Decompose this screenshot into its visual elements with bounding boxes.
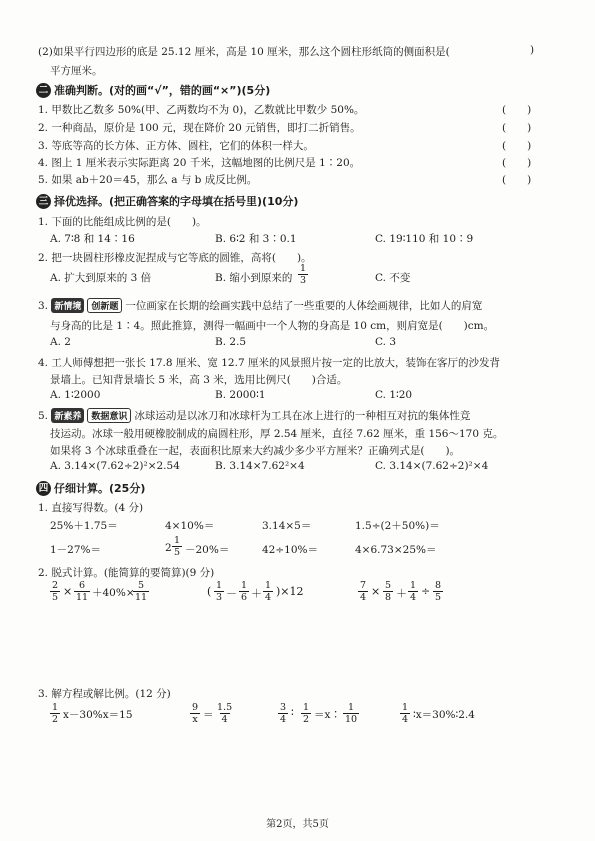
denominator: 11 bbox=[135, 592, 148, 603]
choice-q4-b[interactable]: B. 2000∶1 bbox=[215, 389, 266, 401]
numerator: 1 bbox=[52, 702, 59, 713]
choice-q5-line1 bbox=[38, 408, 470, 423]
frac-1-4c bbox=[400, 702, 410, 725]
equals: ＝ bbox=[203, 709, 214, 721]
denominator: 4 bbox=[221, 714, 228, 725]
choice-q4-a[interactable]: A. 1∶2000 bbox=[50, 389, 101, 401]
judge-item-3: 3. 等底等高的长方体、正方体、圆柱，它们的体积一样大。 bbox=[38, 140, 314, 152]
denominator: 3 bbox=[300, 275, 307, 286]
denominator: 5 bbox=[52, 592, 59, 603]
question-number: 3. bbox=[38, 300, 49, 312]
choice-q4-c[interactable]: C. 1∶20 bbox=[375, 389, 413, 401]
choice-q5-b[interactable]: B. 3.14×7.62²×4 bbox=[215, 460, 305, 472]
denominator: x bbox=[192, 714, 198, 725]
data-awareness-tag: 数据意识 bbox=[87, 408, 131, 423]
frac-1-10 bbox=[343, 702, 359, 725]
judge-paren-2[interactable]: ( ) bbox=[502, 122, 532, 134]
innovation-tag: 创新题 bbox=[87, 298, 122, 313]
denominator: 5 bbox=[174, 547, 181, 558]
numerator: 1 bbox=[402, 702, 409, 713]
section-number: 二 bbox=[36, 83, 51, 98]
denominator: 3 bbox=[216, 592, 223, 603]
denominator: 4 bbox=[410, 592, 417, 603]
frac-1-4 bbox=[263, 580, 273, 603]
choice-q5-text1: 冰球运动是以冰刀和冰球杆为工具在冰上进行的一种相互对抗的集体性竞 bbox=[134, 410, 471, 422]
choice-q2-c[interactable]: C. 不变 bbox=[375, 272, 411, 284]
judge-item-1: 1. 甲数比乙数多 50%(甲、乙两数均不为 0)，乙数就比甲数少 50%。 bbox=[38, 104, 365, 116]
q2-intro-line1: (2)如果平行四边形的底是 25.12 厘米，高是 10 厘米，那么这个圆柱形纸筒的侧面积是( bbox=[38, 46, 450, 58]
mental-calc-1: 25%＋1.75＝ bbox=[50, 520, 118, 532]
frac-9-x bbox=[190, 702, 200, 725]
op: － bbox=[226, 587, 237, 600]
expr-mid: ＋40%× bbox=[92, 587, 135, 599]
choice-q3-line1 bbox=[38, 298, 482, 313]
choice-q1-a[interactable]: A. 7∶8 和 14∶16 bbox=[50, 233, 135, 245]
denominator: 2 bbox=[303, 714, 310, 725]
mental-calc-7: 42÷10%＝ bbox=[262, 544, 318, 556]
judge-item-2: 2. 一种商品，原价是 100 元，现在降价 20 元销售，即打二折销售。 bbox=[38, 122, 361, 134]
denominator: 8 bbox=[385, 592, 392, 603]
frac-1-3 bbox=[214, 580, 224, 603]
numerator: 5 bbox=[385, 580, 392, 591]
judge-paren-4[interactable]: ( ) bbox=[502, 157, 532, 169]
mental-calc-8: 4×6.73×25%＝ bbox=[355, 544, 437, 556]
choice-q5-line3: 如果将 3 个冰球重叠在一起，表面积比原来大约减少多少平方厘米？正确列式是( )。 bbox=[50, 445, 461, 457]
op: ＋ bbox=[396, 587, 407, 600]
choice-q5-a[interactable]: A. 3.14×(7.62÷2)²×2.54 bbox=[50, 460, 180, 472]
numerator: 1 bbox=[348, 702, 355, 713]
calc-part3-head: 3. 解方程或解比例。(12 分) bbox=[38, 688, 171, 700]
numerator: 1 bbox=[410, 580, 417, 591]
numerator: 6 bbox=[79, 580, 86, 591]
denominator: 4 bbox=[360, 592, 367, 603]
frac-1-6 bbox=[239, 580, 249, 603]
denominator: 4 bbox=[265, 592, 272, 603]
open-paren: ( bbox=[207, 585, 212, 598]
numerator: 1 bbox=[265, 580, 272, 591]
answer-paren[interactable]: ) bbox=[530, 44, 535, 56]
section-title: 准确判断。(对的画“√”，错的画“×”)(5分) bbox=[54, 84, 271, 97]
calc-part1-head: 1. 直接写得数。(4 分) bbox=[38, 502, 144, 514]
judge-item-5: 5. 如果 ab＋20＝45，那么 a 与 b 成反比例。 bbox=[38, 174, 258, 186]
mental-calc-5: 1－27%＝ bbox=[50, 544, 102, 556]
section-title: 仔细计算。(25分) bbox=[54, 482, 146, 495]
judge-paren-5[interactable]: ( ) bbox=[502, 174, 532, 186]
new-context-tag: 新情境 bbox=[51, 298, 84, 313]
choice-q3-c[interactable]: C. 3 bbox=[375, 336, 397, 348]
numerator: 1.5 bbox=[217, 702, 233, 713]
frac-5-11 bbox=[133, 580, 149, 603]
choice-q2-a[interactable]: A. 扩大到原来的 3 倍 bbox=[50, 272, 152, 284]
numerator: 1 bbox=[241, 580, 248, 591]
judge-paren-3[interactable]: ( ) bbox=[502, 140, 532, 152]
frac-8-5 bbox=[433, 580, 443, 603]
numerator: 1 bbox=[300, 263, 307, 274]
frac-6-11 bbox=[74, 580, 90, 603]
choice-q3-a[interactable]: A. 2 bbox=[50, 336, 71, 348]
frac-5-8 bbox=[383, 580, 393, 603]
frac-1-4b bbox=[408, 580, 418, 603]
choice-q4-line2: 景墙上。已知背景墙长 5 米，高 3 米，选用比例尺( )合适。 bbox=[50, 374, 348, 386]
op: ÷ bbox=[421, 585, 431, 598]
choice-q2-b[interactable]: B. 缩小到原来的 bbox=[215, 272, 293, 284]
choice-q1-c[interactable]: C. 19∶110 和 10∶9 bbox=[375, 233, 474, 245]
numerator: 1 bbox=[216, 580, 223, 591]
close-paren-times: )×12 bbox=[276, 585, 304, 598]
ratio-sign: ∶ bbox=[291, 707, 294, 719]
op: ＋ bbox=[251, 587, 262, 600]
denominator: 4 bbox=[280, 714, 287, 725]
section-3-header bbox=[36, 193, 298, 209]
section-2-header bbox=[36, 82, 270, 98]
mental-calc-3: 3.14×5＝ bbox=[262, 520, 312, 532]
equation-3-mid: ＝x∶ bbox=[314, 709, 341, 721]
numerator: 1 bbox=[174, 535, 181, 546]
choice-q3-text1: 一位画家在长期的绘画实践中总结了一些重要的人体绘画规律，比如人的肩宽 bbox=[125, 300, 483, 312]
mental-calc-2: 4×10%＝ bbox=[165, 520, 215, 532]
numerator: 8 bbox=[435, 580, 442, 591]
new-literacy-tag: 新素养 bbox=[51, 408, 84, 423]
op: × bbox=[371, 585, 381, 598]
denominator: 2 bbox=[52, 714, 59, 725]
choice-q5-c[interactable]: C. 3.14×(7.62÷2)²×4 bbox=[375, 460, 489, 472]
mental-calc-6-rest: －20%＝ bbox=[185, 544, 230, 556]
choice-q3-b[interactable]: B. 2.5 bbox=[215, 336, 247, 348]
calc-part2-head: 2. 脱式计算。(能简算的要简算)(9 分) bbox=[38, 567, 215, 579]
equation-4-rest: ∶x＝30%∶2.4 bbox=[413, 709, 475, 721]
judge-paren-1[interactable]: ( ) bbox=[502, 104, 532, 116]
frac-2-5 bbox=[50, 580, 60, 603]
page-footer: 第2页，共5页 bbox=[266, 819, 329, 830]
equation-1-rest: x－30%x＝15 bbox=[63, 709, 133, 721]
section-title: 择优选择。(把正确答案的字母填在括号里)(10分) bbox=[54, 195, 299, 208]
frac-1.5-4 bbox=[215, 702, 234, 725]
numerator: 2 bbox=[52, 580, 59, 591]
mental-calc-6-whole: 2 bbox=[165, 542, 172, 554]
choice-q1-stem: 1. 下面的比能组成比例的是( )。 bbox=[38, 216, 207, 228]
choice-q2-stem: 2. 把一块圆柱形橡皮泥捏成与它等底的圆锥，高将( )。 bbox=[38, 252, 312, 264]
mental-calc-6-fraction bbox=[172, 535, 182, 558]
denominator: 10 bbox=[345, 714, 358, 725]
numerator: 3 bbox=[280, 702, 287, 713]
question-number: 5. bbox=[38, 410, 49, 422]
fraction-one-third bbox=[298, 263, 308, 286]
section-number: 四 bbox=[36, 481, 51, 496]
denominator: 6 bbox=[241, 592, 248, 603]
choice-q1-b[interactable]: B. 6∶2 和 3∶0.1 bbox=[215, 233, 297, 245]
denominator: 11 bbox=[76, 592, 89, 603]
choice-q5-line2: 技运动。冰球一般用硬橡胶制成的扁圆柱形，厚 2.54 厘米，直径 7.62 厘米，重 156～170 克。 bbox=[50, 428, 504, 440]
numerator: 7 bbox=[360, 580, 367, 591]
frac-7-4 bbox=[358, 580, 368, 603]
section-4-header bbox=[36, 480, 145, 496]
q2-intro-line2: 平方厘米。 bbox=[50, 65, 103, 77]
op: × bbox=[63, 585, 73, 598]
numerator: 9 bbox=[192, 702, 199, 713]
frac-1-2 bbox=[50, 702, 60, 725]
judge-item-4: 4. 图上 1 厘米表示实际距离 20 千米，这幅地图的比例尺是 1∶20。 bbox=[38, 157, 361, 169]
denominator: 5 bbox=[435, 592, 442, 603]
choice-q3-line2: 与身高的比是 1∶4。照此推算，测得一幅画中一个人物的身高是 10 cm，则肩宽是( )cm。 bbox=[50, 320, 495, 332]
mental-calc-4: 1.5÷(2＋50%)＝ bbox=[355, 520, 440, 532]
choice-q4-line1: 4. 工人师傅想把一张长 17.8 厘米、宽 12.7 厘米的风景照片按一定的比放大，装饰在客厅的沙发背 bbox=[38, 357, 500, 369]
frac-1-2b bbox=[301, 702, 311, 725]
numerator: 1 bbox=[303, 702, 310, 713]
numerator: 5 bbox=[138, 580, 145, 591]
section-number: 三 bbox=[36, 194, 51, 209]
denominator: 4 bbox=[402, 714, 409, 725]
frac-3-4 bbox=[278, 702, 288, 725]
